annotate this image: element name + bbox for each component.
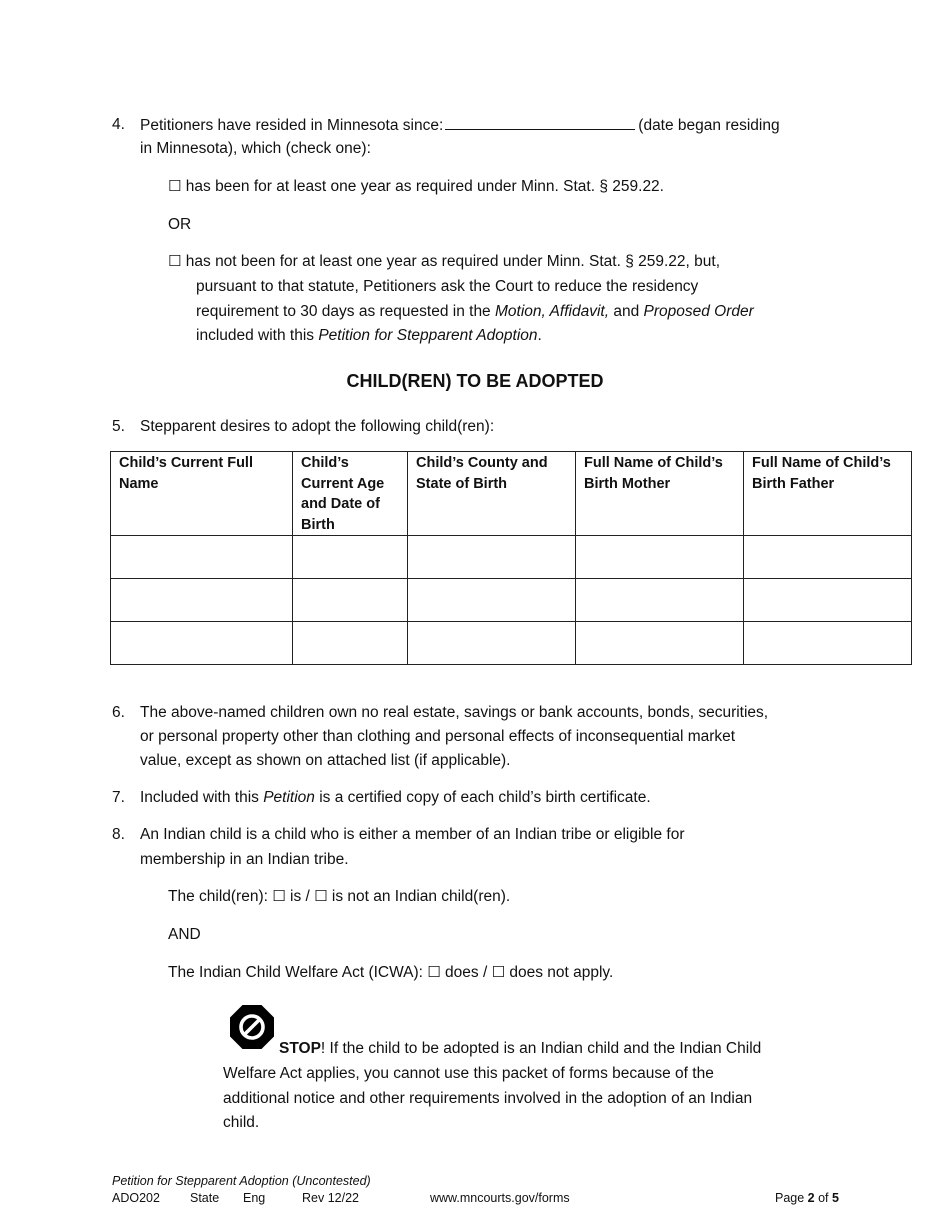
- footer-page-number: [775, 1190, 839, 1206]
- proposed-order-title: Proposed Order: [643, 303, 754, 320]
- icwa-question-b: does /: [440, 964, 492, 981]
- footer-form-title: Petition for Stepparent Adoption (Uncontested): [112, 1174, 371, 1188]
- icwa-question-a: The Indian Child Welfare Act (ICWA):: [168, 964, 428, 981]
- item-7-text-c: is a certified copy of each child’s birth certificate.: [314, 789, 651, 806]
- item-7-text: [140, 788, 651, 808]
- table-row: [111, 622, 912, 665]
- item-5-number: 5.: [112, 418, 125, 435]
- icwa-question-c: does not apply.: [505, 964, 614, 981]
- header-line: Name: [119, 475, 159, 492]
- item-6-line3: value, except as shown on attached list (if applicable).: [140, 752, 511, 769]
- option-2-line3-c: and: [609, 303, 644, 320]
- item-6-line1: The above-named children own no real estate, savings or bank accounts, bonds, securities,: [140, 704, 769, 721]
- stop-word: STOP: [279, 1040, 321, 1057]
- option-2-line4-c: .: [537, 327, 542, 344]
- item-8-number: 8.: [112, 826, 125, 843]
- residence-date-field[interactable]: [445, 115, 635, 130]
- header-age-dob: [293, 452, 408, 536]
- item-6-line2: or personal property other than clothing and personal effects of inconsequential market: [140, 728, 736, 745]
- header-line: State of Birth: [416, 475, 508, 492]
- table-cell[interactable]: [408, 622, 576, 665]
- page-total: 5: [832, 1191, 839, 1205]
- header-birth-father: [744, 452, 912, 536]
- table-cell[interactable]: [293, 622, 408, 665]
- page-current: 2: [807, 1191, 815, 1205]
- header-line: Full Name of Child’s: [752, 455, 891, 471]
- item-8-line2: membership in an Indian tribe.: [140, 851, 349, 868]
- header-line: Full Name of Child’s: [584, 455, 723, 471]
- petition-title: Petition for Stepparent Adoption: [318, 327, 538, 344]
- table-cell[interactable]: [744, 536, 912, 579]
- item-4-number: 4.: [112, 116, 125, 133]
- icwa-does-checkbox[interactable]: ☐: [427, 963, 441, 981]
- icwa-question: [168, 962, 613, 983]
- page-of: of: [814, 1191, 832, 1205]
- stop-line4: child.: [223, 1114, 260, 1131]
- header-birth-mother: [576, 452, 744, 536]
- option-2-line2: pursuant to that statute, Petitioners ask the Court to reduce the residency: [196, 278, 699, 295]
- table-cell[interactable]: [111, 622, 293, 665]
- indian-child-question: [168, 886, 510, 907]
- option-2-line1: has not been for at least one year as required under Minn. Stat. § 259.22, but,: [185, 253, 721, 270]
- item-4-line1-post: (date began residing: [638, 117, 780, 134]
- motion-affidavit-title: Motion, Affidavit,: [495, 303, 610, 320]
- item-4-text: [140, 115, 780, 136]
- table-cell[interactable]: [111, 536, 293, 579]
- child-question-a: The child(ren):: [168, 888, 273, 905]
- children-table: [110, 451, 912, 665]
- or-label: OR: [168, 216, 192, 233]
- item-5-text: Stepparent desires to adopt the following child(ren):: [140, 418, 495, 435]
- header-line: Birth: [301, 516, 335, 533]
- header-line: Current Age: [301, 475, 385, 492]
- is-not-indian-checkbox[interactable]: ☐: [314, 887, 328, 905]
- option-2-line4: [196, 326, 542, 346]
- table-cell[interactable]: [293, 536, 408, 579]
- option-1-label: has been for at least one year as required under Minn. Stat. § 259.22.: [185, 178, 664, 195]
- header-line: Child’s Current Full: [119, 455, 253, 471]
- header-line: Birth Mother: [584, 475, 671, 492]
- stop-icon: [229, 1004, 275, 1050]
- item-7-text-a: Included with this: [140, 789, 264, 806]
- table-cell[interactable]: [408, 536, 576, 579]
- item-4-line2: in Minnesota), which (check one):: [140, 140, 371, 157]
- table-cell[interactable]: [408, 579, 576, 622]
- table-cell[interactable]: [576, 536, 744, 579]
- stop-line3: additional notice and other requirements involved in the adoption of an Indian: [223, 1090, 753, 1107]
- child-question-b: is /: [285, 888, 315, 905]
- header-line: Child’s: [301, 455, 349, 471]
- footer-website[interactable]: www.mncourts.gov/forms: [430, 1191, 570, 1205]
- header-line: and Date of: [301, 496, 380, 512]
- residency-option-2: [168, 251, 720, 272]
- item-7-petition: Petition: [263, 789, 315, 806]
- footer-language: Eng: [243, 1191, 266, 1205]
- table-cell[interactable]: [744, 622, 912, 665]
- header-county-state: [408, 452, 576, 536]
- option-2-line3: [196, 302, 754, 322]
- stop-line1-rest: ! If the child to be adopted is an Indian child and the Indian Child: [320, 1040, 762, 1057]
- table-cell[interactable]: [293, 579, 408, 622]
- option-2-checkbox[interactable]: ☐: [168, 252, 182, 270]
- footer-revision: Rev 12/22: [302, 1191, 359, 1205]
- section-heading: CHILD(REN) TO BE ADOPTED: [346, 371, 604, 391]
- header-line: Birth Father: [752, 475, 835, 492]
- table-cell[interactable]: [111, 579, 293, 622]
- page-prefix: Page: [775, 1191, 808, 1205]
- option-1-checkbox[interactable]: ☐: [168, 177, 182, 195]
- stop-line2: Welfare Act applies, you cannot use this packet of forms because of the: [223, 1065, 714, 1082]
- table-row: [111, 536, 912, 579]
- footer-form-code: ADO202: [112, 1191, 160, 1205]
- table-header-row: [111, 452, 912, 536]
- and-label: AND: [168, 926, 201, 943]
- header-current-full-name: [111, 452, 293, 536]
- table-cell[interactable]: [576, 579, 744, 622]
- table-cell[interactable]: [744, 579, 912, 622]
- item-4-line1-pre: Petitioners have resided in Minnesota since:: [140, 117, 444, 134]
- option-2-line4-a: included with this: [196, 327, 319, 344]
- item-8-line1: An Indian child is a child who is either a member of an Indian tribe or eligible for: [140, 826, 685, 843]
- table-cell[interactable]: [576, 622, 744, 665]
- footer-jurisdiction: State: [190, 1191, 220, 1205]
- residency-option-1: [168, 176, 664, 197]
- icwa-does-not-checkbox[interactable]: ☐: [491, 963, 506, 981]
- option-2-line3-a: requirement to 30 days as requested in the: [196, 303, 495, 320]
- item-6-number: 6.: [112, 704, 125, 721]
- child-question-c: is not an Indian child(ren).: [327, 888, 511, 905]
- table-row: [111, 579, 912, 622]
- stop-line1: [279, 1039, 761, 1059]
- item-7-number: 7.: [112, 789, 125, 806]
- is-indian-checkbox[interactable]: ☐: [272, 887, 286, 905]
- header-line: Child’s County and: [416, 455, 548, 471]
